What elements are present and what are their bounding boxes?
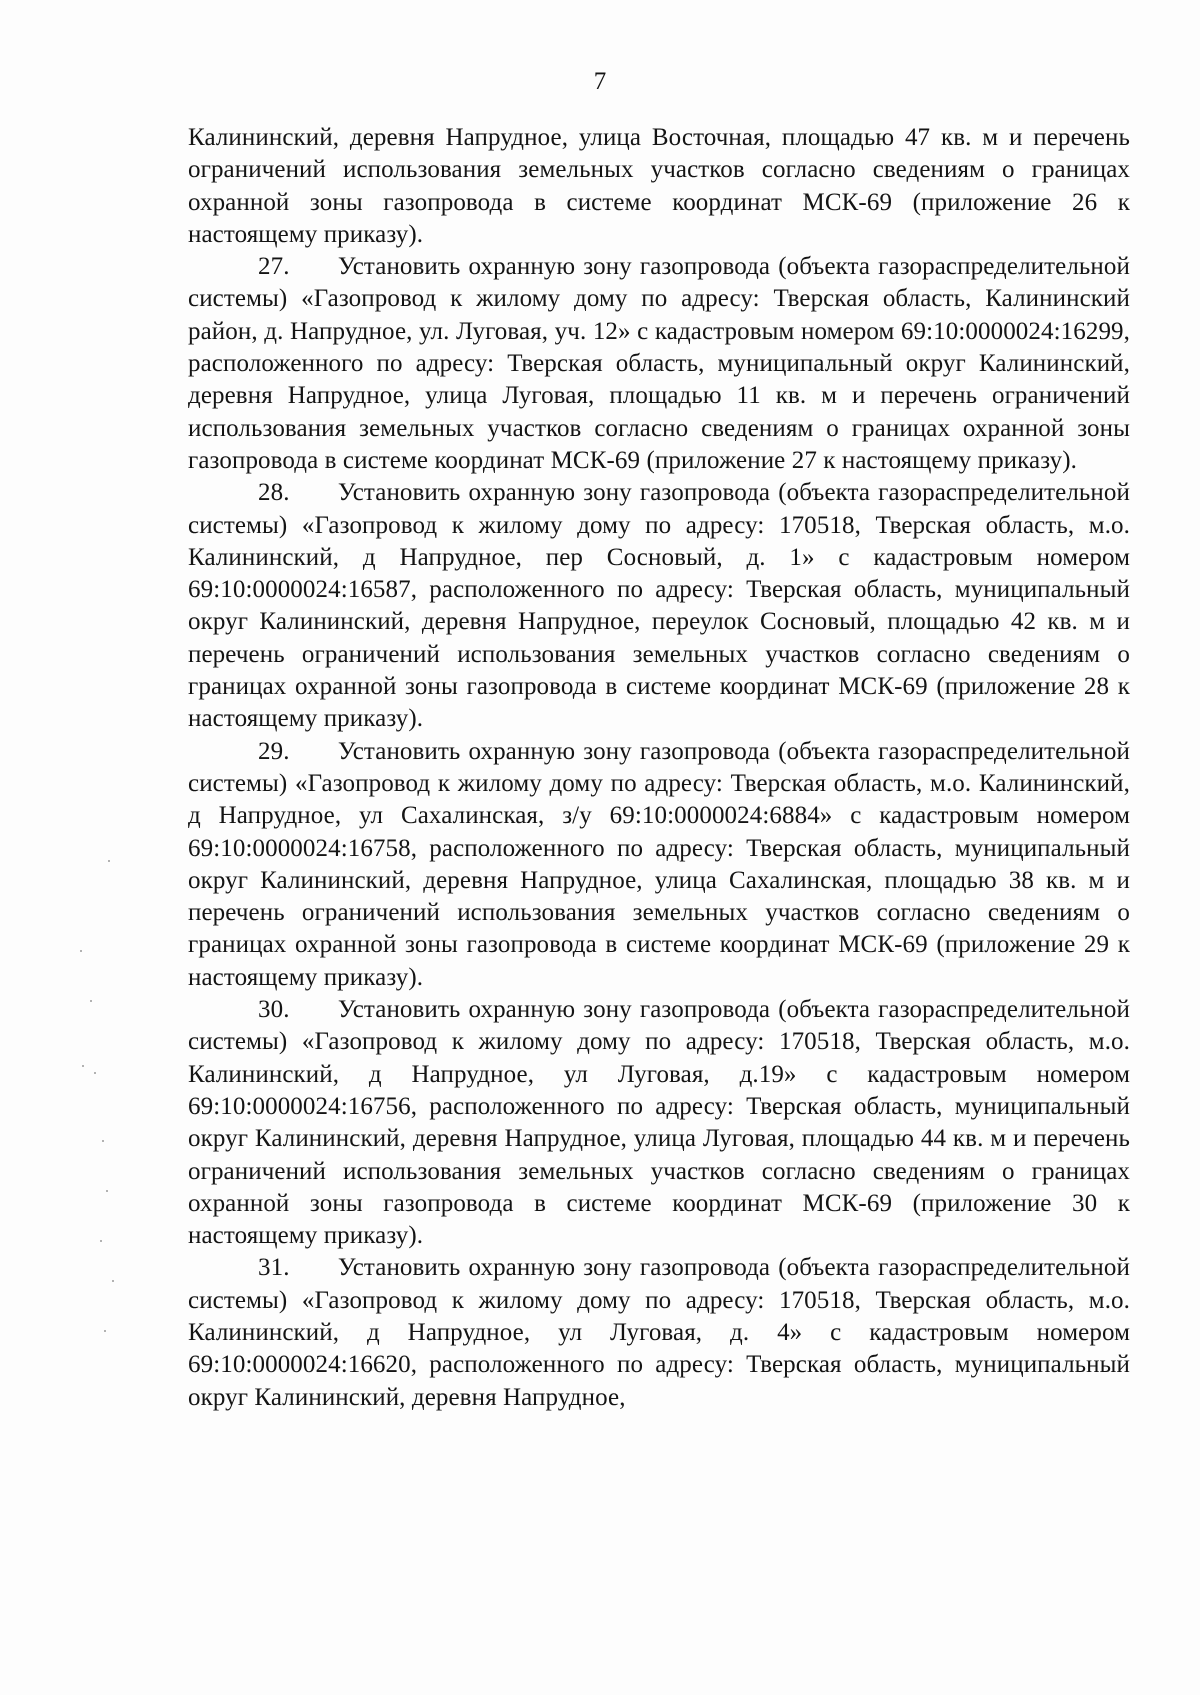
paragraph-item-28: 28. Установить охранную зону газопровода (объекта газораспределительной системы) «Газопровод к жилому дому по адресу: 170518, Тверская область, м.о. Калининский, д Напрудное, пер Сосновый, д. 1» с кадастровым номером 69:10:0000024:16587, расположенного по адресу: Тверская область, муниципальный округ Калининский, деревня Напрудное, переулок Сосновый, площадью 42 кв. м и перечень ограничений использования земельных участков согласно сведениям о границах охранной зоны газопровода в системе координат МСК-69 (приложение 28 к настоящему приказу). <box>188 479 1130 733</box>
paragraph-continuation: Калининский, деревня Напрудное, улица Восточная, площадью 47 кв. м и перечень ограничений использования земельных участков согласно сведениям о границах охранной зоны газопровода в системе координат МСК-69 (приложение 26 к настоящему приказу). <box>188 124 1130 248</box>
paragraph-item-27: 27. Установить охранную зону газопровода (объекта газораспределительной системы) «Газопровод к жилому дому по адресу: Тверская область, Калининский район, д. Напрудное, ул. Луговая, уч. 12» с кадастровым номером 69:10:0000024:16299, расположенного по адресу: Тверская область, муниципальный округ Калининский, деревня Напрудное, улица Луговая, площадью 11 кв. м и перечень ограничений использования земельных участков согласно сведениям о границах охранной зоны газопровода в системе координат МСК-69 (приложение 27 к настоящему приказу). <box>188 253 1130 474</box>
document-body <box>188 122 1130 1414</box>
scan-noise <box>60 860 140 1380</box>
paragraph-item-31: 31. Установить охранную зону газопровода (объекта газораспределительной системы) «Газопровод к жилому дому по адресу: 170518, Тверская область, м.о. Калининский, д Напрудное, ул Луговая, д. 4» с кадастровым номером 69:10:0000024:16620, расположенного по адресу: Тверская область, муниципальный округ Калининский, деревня Напрудное, <box>188 1254 1130 1411</box>
page-number: 7 <box>593 68 607 95</box>
paragraph-item-29: 29. Установить охранную зону газопровода (объекта газораспределительной системы) «Газопровод к жилому дому по адресу: Тверская область, м.о. Калининский, д Напрудное, ул Сахалинская, з/у 69:10:0000024:6884» с кадастровым номером 69:10:0000024:16758, расположенного по адресу: Тверская область, муниципальный округ Калининский, деревня Напрудное, улица Сахалинская, площадью 38 кв. м и перечень ограничений использования земельных участков согласно сведениям о границах охранной зоны газопровода в системе координат МСК-69 (приложение 29 к настоящему приказу). <box>188 737 1130 991</box>
paragraph-item-30: 30. Установить охранную зону газопровода (объекта газораспределительной системы) «Газопровод к жилому дому по адресу: 170518, Тверская область, м.о. Калининский, д Напрудное, ул Луговая, д.19» с кадастровым номером 69:10:0000024:16756, расположенного по адресу: Тверская область, муниципальный округ Калининский, деревня Напрудное, улица Луговая, площадью 44 кв. м и перечень ограничений использования земельных участков согласно сведениям о границах охранной зоны газопровода в системе координат МСК-69 (приложение 30 к настоящему приказу). <box>188 996 1130 1250</box>
